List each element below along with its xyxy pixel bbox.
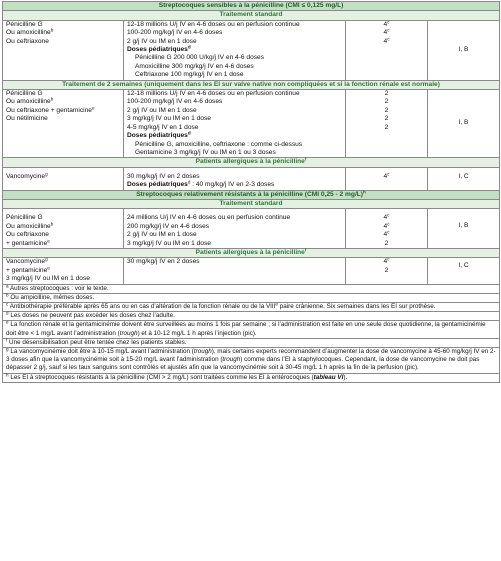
footnote-f: $^f$ Une désensibilisation peut être tentée chez les patients stables. — [3, 338, 500, 347]
table-row — [3, 167, 500, 190]
footnote-b: $^b$ Ou ampicilline, mêmes doses. — [3, 293, 500, 302]
footnote-e: $^e$ La fonction rénale et la gentamicinémie doivent être surveillées au moins 1 fois par semaine ; si l’administration est faite en une seule dose quotidienne, la gentamicinémie doit être < 1 mg/L avant l’administration (trough) et à 10-12 mg/L 1 h après l’injection (pic). — [3, 321, 500, 338]
regimen-cell: 24 millions U/j IV en 4-6 doses ou en perfusion continue 200 mg/kg/j IV en 4-6 doses 2 g/j IV ou IM en 1 dose 3 mg/kg/j IV ou IM en 1 dose — [124, 209, 346, 249]
duration-cell: 4$^c$ 2 — [346, 258, 428, 284]
table-row — [3, 209, 500, 249]
section-header-resistant: Streptocoques relativement résistants à la pénicilline (CMI 0,25 - 2 mg/L)$^h$ — [3, 190, 500, 199]
footnote-a: $^a$ Autres streptocoques : voir le texte. — [3, 284, 500, 293]
subheader-allergic-patients: Patients allergiques à la pénicilline$^f$ — [3, 158, 500, 167]
drug-cell: Vancomycine$^g$ — [3, 167, 124, 190]
subheader-two-week-treatment: Traitement de 2 semaines (uniquement dans les EI sur valve native non compliquées et si la fonction rénale est normale) — [3, 80, 500, 89]
table-row — [3, 258, 500, 284]
drug-cell: Pénicilline G Ou amoxicilline$^b$ Ou ceftriaxone + gentamicine$^e$ Ou nétilmicine — [3, 90, 124, 158]
evidence-level-cell: I, B — [428, 209, 500, 249]
evidence-level-cell: I, C — [428, 258, 500, 284]
duration-cell: 4$^c$ 4$^c$ 4$^c$ — [346, 20, 428, 80]
table-row — [3, 90, 500, 158]
footnote-g: $^g$ La vancomycinémie doit être à 10-15 mg/L avant l’administration (trough), mais certains experts recommandent d’augmenter la dose de vancomycine à 45-60 mg/kg/j IV en 2-3 doses afin que la vancomycinémie soit à 15-20 mg/L avant l’administration (trough) comme dans l’EI à staphylocoques. Cependant, la dose de vancomycine ne doit pas dépasser 2 g/j, sauf si les taux sanguins sont contrôlés et ajustés afin que la vancomycinémie soit à 30-45 mg/L 1 h après la fin de la perfusion (pic). — [3, 348, 500, 374]
regimen-cell: 12-18 millions U/j IV en 4-6 doses ou en perfusion continue 100-200 mg/kg/j IV en 4-6 doses 2 g/j IV ou IM en 1 dose 3 mg/kg/j IV ou IM en 1 dose 4-5 mg/kg/j IV en 1 dose Doses pédiatriques$^d$ Pénicilline G, amoxicilline, ceftriaxone : comme ci-dessus Gentamicine 3 mg/kg/j IV ou IM en 1 ou 3 doses — [124, 90, 346, 158]
antibiotic-table — [2, 1, 500, 383]
drug-cell: Pénicilline G Ou amoxicilline$^b$ Ou ceftriaxone — [3, 20, 124, 80]
footnote-d: $^d$ Les doses ne peuvent pas excéder les doses chez l’adulte. — [3, 312, 500, 321]
table-row — [3, 20, 500, 80]
evidence-level-cell: I, C — [428, 167, 500, 190]
footnote-c: $^c$ Antibiothérapie préférable après 65 ans ou en cas d’altération de la fonction rénale ou de la VIIIe paire crânienne. Six semaines dans les EI sur prothèse. — [3, 303, 500, 312]
duration-cell: 2 2 2 2 2 — [346, 90, 428, 158]
evidence-level-cell: I, B — [428, 20, 500, 80]
evidence-level-cell: I, B — [428, 90, 500, 158]
subheader-allergic-patients-resistant: Patients allergiques à la pénicilline$^f$ — [3, 248, 500, 257]
duration-cell: 4$^c$ 4$^c$ 4$^c$ 2 — [346, 209, 428, 249]
regimen-cell: 30 mg/kg/j IV en 2 doses — [124, 258, 346, 284]
footnote-h: $^h$ Les EI à streptocoques résistants à la pénicilline (CMI > 2 mg/L) sont traitées comme les EI à entérocoques (tableau VI). — [3, 373, 500, 382]
duration-cell: 4$^c$ — [346, 167, 428, 190]
subheader-standard-treatment: Traitement standard — [3, 11, 500, 20]
drug-cell: Pénicilline G Ou amoxicilline$^b$ Ou ceftriaxone + gentamicine$^e$ — [3, 209, 124, 249]
regimen-cell: 12-18 millions U/j IV en 4-6 doses ou en perfusion continue 100-200 mg/kg/j IV en 4-6 doses 2 g/j IV ou IM en 1 dose Doses pédiatriques$^d$ Pénicilline G 200 000 U/kg/j IV en 4-6 doses Amoxicilline 300 mg/kg/j IV en 4-6 doses Ceftriaxone 100 mg/kg/j IV en 1 dose — [124, 20, 346, 80]
drug-cell: Vancomycine$^g$ + gentamicine$^e$ 3 mg/kg/j IV ou IM en 1 dose — [3, 258, 124, 284]
treatment-table — [2, 1, 499, 383]
regimen-cell: 30 mg/kg/j IV en 2 doses Doses pédiatriques$^d$ : 40 mg/kg/j IV en 2-3 doses — [124, 167, 346, 190]
section-header-sensitive: Streptocoques sensibles à la pénicilline (CMI ≤ 0,125 mg/L) — [3, 2, 500, 11]
subheader-standard-treatment-resistant: Traitement standard — [3, 199, 500, 208]
